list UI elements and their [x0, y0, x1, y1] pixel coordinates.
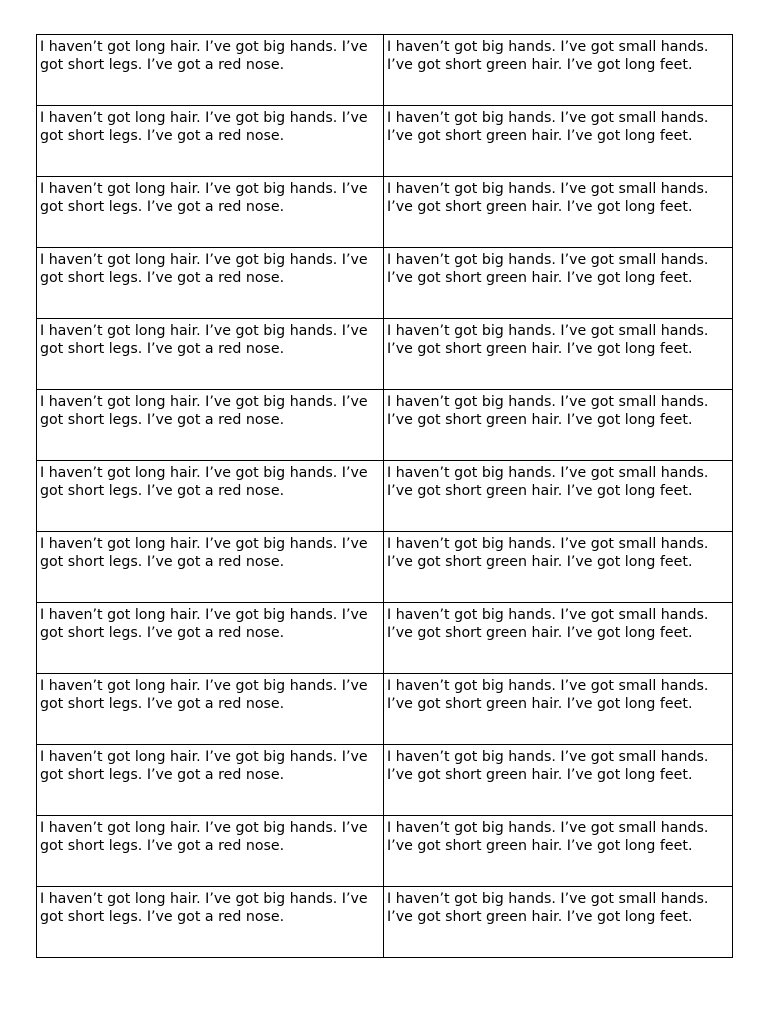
description-cards-table: [36, 34, 733, 958]
card-big-hands-description: I haven’t got big hands. I’ve got small hands. I’ve got short green hair. I’ve got long feet.: [384, 532, 733, 603]
card-long-hair-description: I haven’t got long hair. I’ve got big hands. I’ve got short legs. I’ve got a red nose.: [37, 532, 384, 603]
card-long-hair-description: I haven’t got long hair. I’ve got big hands. I’ve got short legs. I’ve got a red nose.: [37, 745, 384, 816]
card-big-hands-description: I haven’t got big hands. I’ve got small hands. I’ve got short green hair. I’ve got long feet.: [384, 603, 733, 674]
card-long-hair-description: I haven’t got long hair. I’ve got big hands. I’ve got short legs. I’ve got a red nose.: [37, 248, 384, 319]
card-row-8: [37, 532, 733, 603]
card-row-9: [37, 603, 733, 674]
card-row-13: [37, 887, 733, 958]
card-big-hands-description: I haven’t got big hands. I’ve got small hands. I’ve got short green hair. I’ve got long feet.: [384, 106, 733, 177]
card-long-hair-description: I haven’t got long hair. I’ve got big hands. I’ve got short legs. I’ve got a red nose.: [37, 603, 384, 674]
card-row-10: [37, 674, 733, 745]
card-row-12: [37, 816, 733, 887]
card-big-hands-description: I haven’t got big hands. I’ve got small hands. I’ve got short green hair. I’ve got long feet.: [384, 816, 733, 887]
card-big-hands-description: I haven’t got big hands. I’ve got small hands. I’ve got short green hair. I’ve got long feet.: [384, 177, 733, 248]
card-row-4: [37, 248, 733, 319]
card-big-hands-description: I haven’t got big hands. I’ve got small hands. I’ve got short green hair. I’ve got long feet.: [384, 887, 733, 958]
card-big-hands-description: I haven’t got big hands. I’ve got small hands. I’ve got short green hair. I’ve got long feet.: [384, 461, 733, 532]
card-big-hands-description: I haven’t got big hands. I’ve got small hands. I’ve got short green hair. I’ve got long feet.: [384, 35, 733, 106]
card-long-hair-description: I haven’t got long hair. I’ve got big hands. I’ve got short legs. I’ve got a red nose.: [37, 177, 384, 248]
card-big-hands-description: I haven’t got big hands. I’ve got small hands. I’ve got short green hair. I’ve got long feet.: [384, 319, 733, 390]
card-long-hair-description: I haven’t got long hair. I’ve got big hands. I’ve got short legs. I’ve got a red nose.: [37, 319, 384, 390]
card-row-1: [37, 35, 733, 106]
card-row-6: [37, 390, 733, 461]
card-big-hands-description: I haven’t got big hands. I’ve got small hands. I’ve got short green hair. I’ve got long feet.: [384, 745, 733, 816]
card-big-hands-description: I haven’t got big hands. I’ve got small hands. I’ve got short green hair. I’ve got long feet.: [384, 674, 733, 745]
card-long-hair-description: I haven’t got long hair. I’ve got big hands. I’ve got short legs. I’ve got a red nose.: [37, 887, 384, 958]
card-row-5: [37, 319, 733, 390]
card-long-hair-description: I haven’t got long hair. I’ve got big hands. I’ve got short legs. I’ve got a red nose.: [37, 816, 384, 887]
card-big-hands-description: I haven’t got big hands. I’ve got small hands. I’ve got short green hair. I’ve got long feet.: [384, 390, 733, 461]
card-long-hair-description: I haven’t got long hair. I’ve got big hands. I’ve got short legs. I’ve got a red nose.: [37, 35, 384, 106]
card-long-hair-description: I haven’t got long hair. I’ve got big hands. I’ve got short legs. I’ve got a red nose.: [37, 674, 384, 745]
card-row-11: [37, 745, 733, 816]
card-big-hands-description: I haven’t got big hands. I’ve got small hands. I’ve got short green hair. I’ve got long feet.: [384, 248, 733, 319]
card-long-hair-description: I haven’t got long hair. I’ve got big hands. I’ve got short legs. I’ve got a red nose.: [37, 390, 384, 461]
card-long-hair-description: I haven’t got long hair. I’ve got big hands. I’ve got short legs. I’ve got a red nose.: [37, 106, 384, 177]
card-row-7: [37, 461, 733, 532]
card-row-2: [37, 106, 733, 177]
card-row-3: [37, 177, 733, 248]
card-long-hair-description: I haven’t got long hair. I’ve got big hands. I’ve got short legs. I’ve got a red nose.: [37, 461, 384, 532]
